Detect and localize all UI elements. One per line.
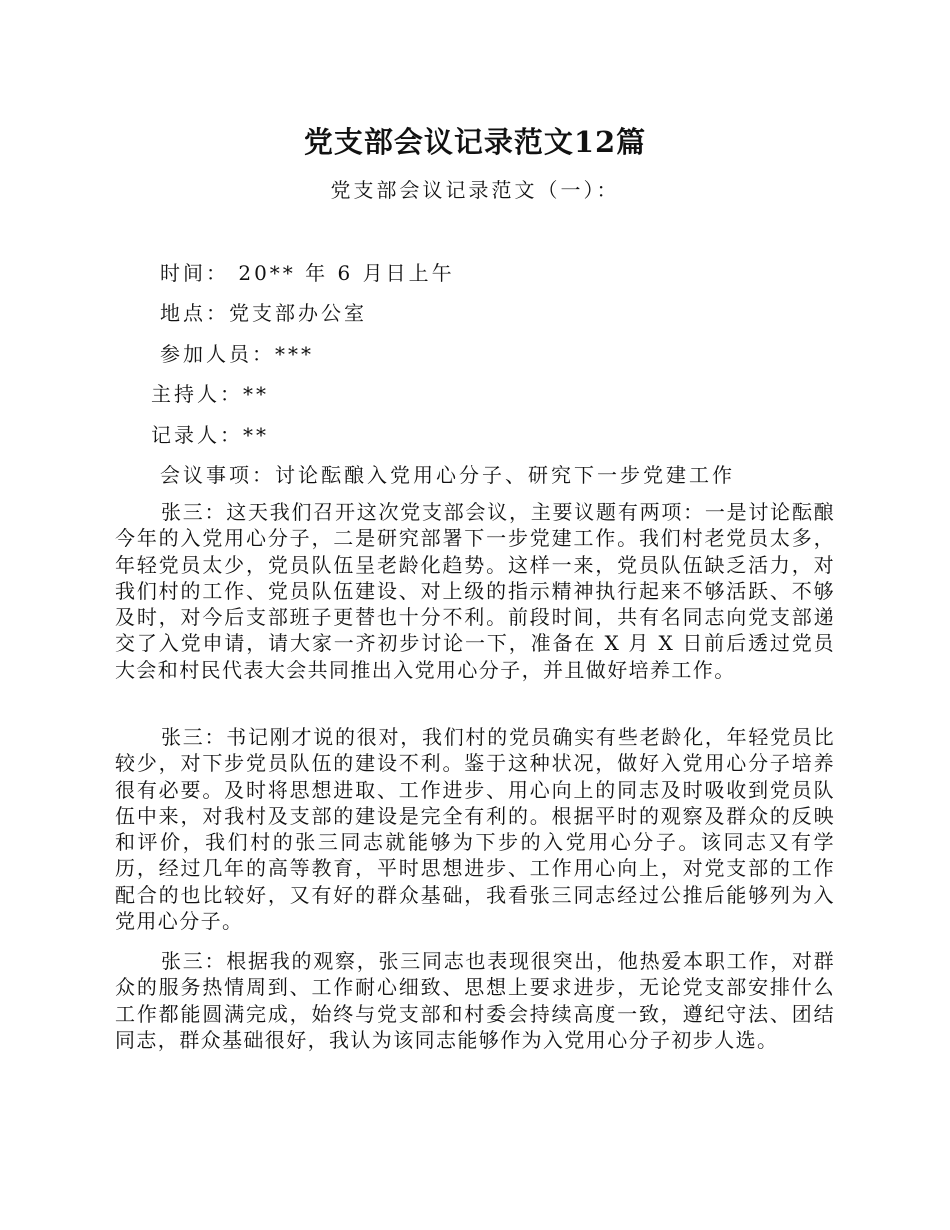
meeting-agenda: 会议事项：讨论酝酿入党用心分子、研究下一步党建工作 — [160, 463, 735, 487]
meeting-attendees: 参加人员：*** — [160, 342, 314, 366]
document-subtitle: 党支部会议记录范文（一）： — [330, 178, 620, 202]
document-title: 党支部会议记录范文12篇 — [303, 125, 647, 159]
paragraph-3: 张三：根据我的观察，张三同志也表现很突出，他热爱本职工作，对群众的服务热情周到、工作耐心细致、思想上要求进步，无论党支部安排什么工作都能圆满完成，始终与党支部和村委会持续高度一致，遵纪守法、团结同志，群众基础很好，我认为该同志能够作为入党用心分子初步人选。 — [115, 949, 835, 1052]
paragraph-2: 张三：书记刚才说的很对，我们村的党员确实有些老龄化，年轻党员比较少，对下步党员队伍的建设不利。鉴于这种状况，做好入党用心分子培养很有必要。及时将思想进取、工作进步、用心向上的同志及时吸收到党员队伍中来，对我村及支部的建设是完全有利的。根据平时的观察及群众的反映和评价，我们村的张三同志就能够为下步的入党用心分子。该同志又有学历，经过几年的高等教育，平时思想进步、工作用心向上，对党支部的工作配合的也比较好，又有好的群众基础，我看张三同志经过公推后能够列为入党用心分子。 — [115, 725, 835, 934]
meeting-time: 时间： 20** 年 6 月日上午 — [160, 261, 455, 285]
meeting-host: 主持人：** — [151, 382, 269, 406]
meeting-place: 地点：党支部办公室 — [160, 301, 367, 325]
paragraph-1: 张三：这天我们召开这次党支部会议，主要议题有两项：一是讨论酝酿今年的入党用心分子，二是研究部署下一步党建工作。我们村老党员太多，年轻党员太少，党员队伍呈老龄化趋势。这样一来，党员队伍缺乏活力，对我们村的工作、党员队伍建设、对上级的指示精神执行起来不够活跃、不够及时，对今后支部班子更替也十分不利。前段时间，共有名同志向党支部递交了入党申请，请大家一齐初步讨论一下，准备在 X 月 X 日前后透过党员大会和村民代表大会共同推出入党用心分子，并且做好培养工作。 — [115, 500, 835, 682]
meeting-recorder: 记录人：** — [151, 423, 269, 447]
